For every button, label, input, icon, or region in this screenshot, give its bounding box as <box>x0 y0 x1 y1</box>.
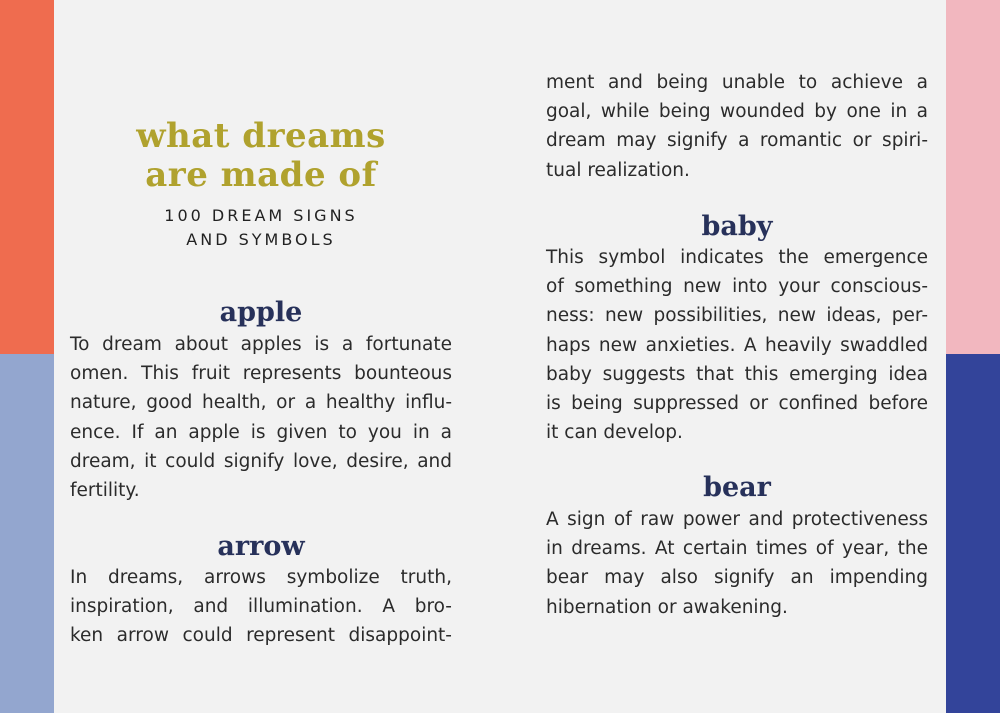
entry-line: omen. This fruit represents bounteous <box>70 363 452 385</box>
entry-body-apple <box>70 330 452 505</box>
entry-body-bear <box>546 505 928 622</box>
entry-heading-arrow: arrow <box>217 531 305 562</box>
entry-line: is being suppressed or confined before <box>546 393 928 415</box>
entry-line: This symbol indicates the emergence <box>546 247 928 268</box>
entry-line: hibernation or awakening. <box>546 596 788 618</box>
entry-line: tual realization. <box>546 159 690 181</box>
color-band-top-right <box>946 0 1000 354</box>
entry-line: dream may signify a romantic or spiri- <box>546 130 928 152</box>
entry-body-arrow-continued <box>546 68 928 185</box>
entry-line: nature, good health, or a healthy influ- <box>70 392 452 414</box>
entry-line: dream, it could signify love, desire, and <box>70 450 452 472</box>
entry-line: A sign of raw power and protectiveness <box>546 509 928 530</box>
entry-line: To dream about apples is a fortunate <box>70 334 452 355</box>
entry-line: ken arrow could represent disappoint- <box>70 625 452 647</box>
entry-line: fertility. <box>70 480 140 502</box>
entry-line: in dreams. At certain times of year, the <box>546 538 928 560</box>
entry-line: haps new anxieties. A heavily swaddled <box>546 334 928 356</box>
book-title-line-2: are made of <box>145 155 377 195</box>
entry-line: ence. If an apple is given to you in a <box>70 421 452 443</box>
book-subtitle-line-1: 100 DREAM SIGNS <box>164 206 358 225</box>
color-band-bottom-left <box>0 354 54 713</box>
entry-heading-bear: bear <box>703 472 771 503</box>
entry-body-arrow <box>70 563 452 651</box>
color-band-top-left <box>0 0 54 354</box>
entry-line: bear may also signify an impending <box>546 567 928 589</box>
entry-line: it can develop. <box>546 422 683 444</box>
entry-line: of something new into your conscious- <box>546 276 928 298</box>
entry-line: baby suggests that this emerging idea <box>546 363 928 385</box>
color-band-bottom-right <box>946 354 1000 713</box>
entry-line: inspiration, and illumination. A bro- <box>70 596 452 618</box>
entry-body-baby <box>546 243 928 447</box>
entry-heading-baby: baby <box>701 211 773 242</box>
entry-line: goal, while being wounded by one in a <box>546 101 928 123</box>
book-title-line-1: what dreams <box>136 116 386 156</box>
entry-line: In dreams, arrows symbolize truth, <box>70 567 452 588</box>
entry-line: ness: new possibilities, new ideas, per- <box>546 305 928 327</box>
entry-heading-apple: apple <box>219 297 303 328</box>
entry-line: ment and being unable to achieve a <box>546 72 928 93</box>
book-subtitle-line-2: AND SYMBOLS <box>186 230 336 249</box>
